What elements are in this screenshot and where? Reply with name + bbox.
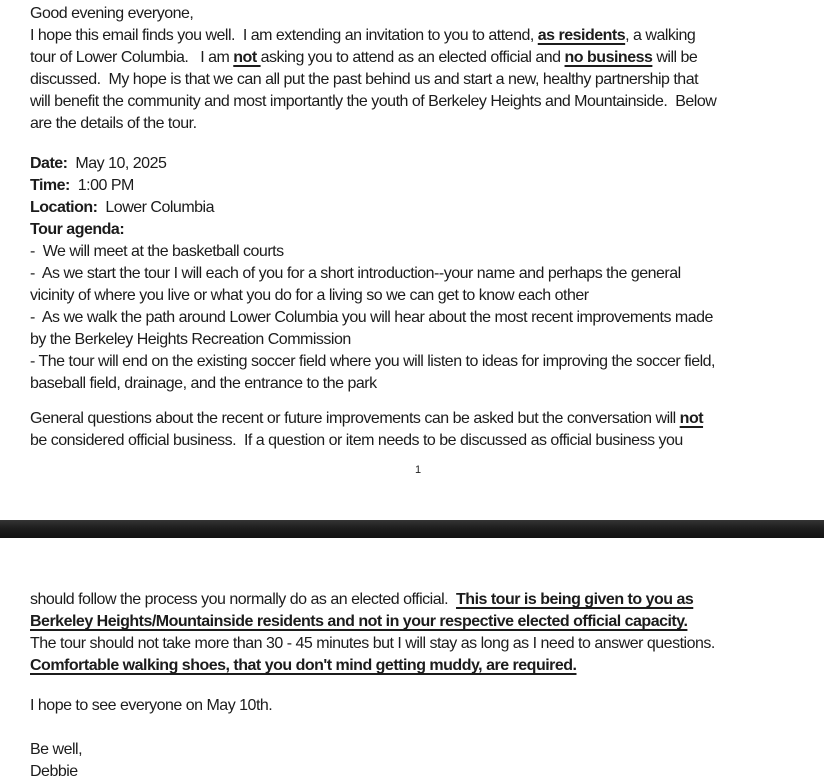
text-run: by the Berkeley Heights Recreation Commission [30, 331, 351, 348]
text-line [30, 197, 806, 219]
text-line [30, 633, 806, 655]
text-line [30, 373, 806, 395]
text-line [30, 695, 806, 717]
tour-details-block [30, 153, 806, 395]
capacity-paragraph [30, 589, 806, 677]
text-run: not [679, 410, 704, 427]
text-line [30, 761, 806, 779]
text-run: This tour is being given to you as [456, 591, 694, 608]
text-line [30, 25, 806, 47]
text-run: Tour agenda: [30, 221, 125, 238]
page-2 [0, 589, 824, 779]
text-run: Be well, [30, 741, 83, 758]
text-line [30, 3, 806, 25]
closing-block [30, 695, 806, 779]
text-line [30, 611, 806, 633]
text-run: no business [564, 49, 653, 66]
text-run: not [233, 49, 261, 66]
text-line [30, 153, 806, 175]
text-line [30, 175, 806, 197]
text-run: - As we walk the path around Lower Columbia you will hear about the most recent improvements made [30, 309, 713, 326]
text-line [30, 655, 806, 677]
text-run: discussed. My hope is that we can all put the past behind us and start a new, healthy partnership that [30, 71, 699, 88]
text-run: Lower Columbia [97, 199, 214, 216]
text-run: - We will meet at the basketball courts [30, 243, 284, 260]
text-run: - As we start the tour I will each of you for a short introduction--your name and perhaps the general [30, 265, 681, 282]
page-break-bar [0, 520, 824, 538]
text-run: vicinity of where you live or what you do for a living so we can get to know each other [30, 287, 589, 304]
text-run: - The tour will end on the existing soccer field where you will listen to ideas for improving the soccer field, [30, 353, 715, 370]
text-run: 1:00 PM [69, 177, 134, 194]
text-run: General questions about the recent or future improvements can be asked but the conversation will [30, 410, 680, 427]
text-run: I hope this email finds you well. I am extending an invitation to you to attend, [30, 27, 538, 44]
text-line [30, 285, 806, 307]
text-run: Time: [30, 177, 70, 194]
text-line [30, 47, 806, 69]
text-run: Good evening everyone, [30, 5, 194, 22]
text-line [30, 307, 806, 329]
text-line [30, 69, 806, 91]
text-run: The tour should not take more than 30 - 45 minutes but I will stay as long as I need to answer questions. [30, 635, 715, 652]
text-line [30, 589, 806, 611]
page-number: 1 [414, 464, 422, 476]
text-line [30, 717, 806, 739]
text-run: are the details of the tour. [30, 115, 197, 132]
text-run: , a walking [625, 27, 696, 44]
text-run: as residents [537, 27, 626, 44]
text-run: I hope to see everyone on May 10th. [30, 697, 273, 714]
text-line [30, 91, 806, 113]
text-line [30, 329, 806, 351]
text-run: be considered official business. If a question or item needs to be discussed as official business you [30, 432, 683, 449]
text-line [30, 219, 806, 241]
text-run: Debbie [30, 763, 78, 779]
text-run: Comfortable walking shoes, that you don't mind getting muddy, are required. [30, 657, 577, 674]
text-run: May 10, 2025 [67, 155, 167, 172]
text-run: tour of Lower Columbia. I am [30, 49, 234, 66]
text-line [30, 351, 806, 373]
text-run: asking you to attend as an elected official and [260, 49, 565, 66]
page-1 [0, 3, 824, 478]
text-run: will benefit the community and most importantly the youth of Berkeley Heights and Mountainside. Below [30, 93, 717, 110]
text-line [30, 739, 806, 761]
text-run: baseball field, drainage, and the entrance to the park [30, 375, 377, 392]
text-run: Berkeley Heights/Mountainside residents and not in your respective elected official capacity. [30, 613, 688, 630]
greeting-paragraph [30, 3, 806, 135]
text-run: Location: [30, 199, 98, 216]
text-line [30, 263, 806, 285]
text-line [30, 430, 806, 452]
text-run: should follow the process you normally do as an elected official. [30, 591, 457, 608]
text-run: Date: [30, 155, 68, 172]
text-line [30, 113, 806, 135]
text-run: will be [652, 49, 698, 66]
official-business-paragraph [30, 408, 806, 452]
text-line [30, 408, 806, 430]
text-line [30, 241, 806, 263]
